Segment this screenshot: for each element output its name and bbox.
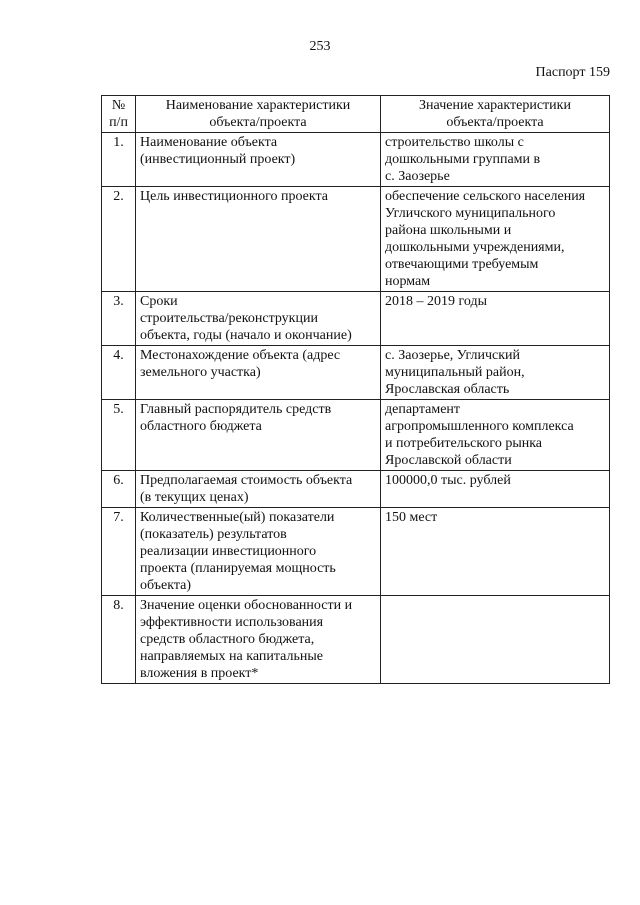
row-value: обеспечение сельского населения Угличского муниципального района школьными и дошкольными учреждениями, отвечающими требуемым нормам (381, 187, 610, 292)
row-number: 1. (102, 133, 136, 187)
row-value: строительство школы с дошкольными группами в с. Заозерье (381, 133, 610, 187)
header-value: Значение характеристики объекта/проекта (381, 96, 610, 133)
header-row (102, 96, 610, 133)
table-header (102, 96, 610, 133)
table-row (102, 187, 610, 292)
row-name: Наименование объекта (инвестиционный проект) (136, 133, 381, 187)
row-number: 8. (102, 596, 136, 684)
header-name: Наименование характеристики объекта/проекта (136, 96, 381, 133)
row-number: 5. (102, 400, 136, 471)
table-row (102, 596, 610, 684)
row-value: 2018 – 2019 годы (381, 292, 610, 346)
row-name: Местонахождение объекта (адрес земельного участка) (136, 346, 381, 400)
table-row (102, 400, 610, 471)
table-row (102, 346, 610, 400)
table-row (102, 471, 610, 508)
row-name: Количественные(ый) показатели (показатель) результатов реализации инвестиционного проекта (планируемая мощность объекта) (136, 508, 381, 596)
header-num: № п/п (102, 96, 136, 133)
row-value: 150 мест (381, 508, 610, 596)
row-number: 7. (102, 508, 136, 596)
row-value: департамент агропромышленного комплекса и потребительского рынка Ярославской области (381, 400, 610, 471)
row-value (381, 596, 610, 684)
table-body (102, 133, 610, 684)
row-number: 2. (102, 187, 136, 292)
row-name: Цель инвестиционного проекта (136, 187, 381, 292)
row-name: Сроки строительства/реконструкции объекта, годы (начало и окончание) (136, 292, 381, 346)
row-value: с. Заозерье, Угличский муниципальный район, Ярославская область (381, 346, 610, 400)
passport-label: Паспорт 159 (535, 65, 610, 80)
row-number: 6. (102, 471, 136, 508)
table-row (102, 133, 610, 187)
passport-table (101, 95, 610, 684)
row-name: Предполагаемая стоимость объекта (в текущих ценах) (136, 471, 381, 508)
table-row (102, 292, 610, 346)
table-row (102, 508, 610, 596)
row-name: Значение оценки обоснованности и эффективности использования средств областного бюджета, направляемых на капитальные вложения в проект* (136, 596, 381, 684)
row-value: 100000,0 тыс. рублей (381, 471, 610, 508)
page-number: 253 (309, 39, 331, 54)
row-name: Главный распорядитель средств областного бюджета (136, 400, 381, 471)
row-number: 4. (102, 346, 136, 400)
row-number: 3. (102, 292, 136, 346)
